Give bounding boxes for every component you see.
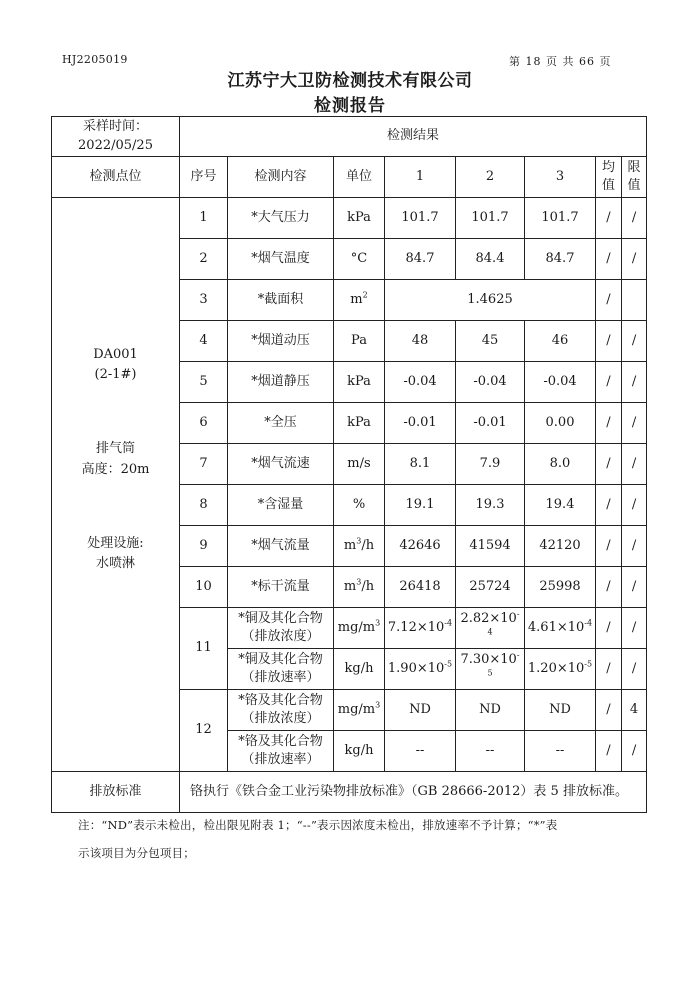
value-exp: -5 — [584, 659, 593, 669]
value-3-cell: 19.4 — [525, 485, 596, 526]
value-base: 4.61×10 — [527, 619, 585, 635]
col-unit-header: 单位 — [334, 157, 385, 198]
value-3-cell: 25998 — [525, 567, 596, 608]
value-2-cell: 45 — [456, 321, 525, 362]
unit-cell: kg/h — [334, 649, 385, 690]
unit-cell: Pa — [334, 321, 385, 362]
seq-cell: 3 — [180, 280, 228, 321]
value-exp: -4 — [584, 618, 593, 628]
col-3-header: 3 — [525, 157, 596, 198]
value-3-cell: -0.04 — [525, 362, 596, 403]
value-exp: -4 — [444, 618, 453, 628]
value-2-cell: 41594 — [456, 526, 525, 567]
unit-cell: % — [334, 485, 385, 526]
unit-cell: °C — [334, 239, 385, 280]
item-line-2: （排放浓度） — [241, 711, 320, 726]
item-line-2: （排放浓度） — [241, 629, 320, 644]
item-cell: *截面积 — [228, 280, 334, 321]
unit-cell: kg/h — [334, 731, 385, 772]
value-1-cell: 48 — [385, 321, 456, 362]
limit-cell: / — [622, 444, 647, 485]
value-1-cell: -0.04 — [385, 362, 456, 403]
value-1-cell: 101.7 — [385, 198, 456, 239]
report-title: 检测报告 — [314, 96, 386, 116]
standard-label: 排放标准 — [52, 772, 180, 813]
standard-text: 铬执行《铁合金工业污染物排放标准》（GB 28666-2012）表 5 排放标准。 — [180, 772, 647, 813]
item-cell — [228, 731, 334, 772]
value-3-cell: -- — [525, 731, 596, 772]
value-3-cell: ND — [525, 690, 596, 731]
facility-name: 水喷淋 — [95, 555, 135, 571]
value-base: 7.30×10 — [460, 651, 517, 667]
value-base: 1.90×10 — [387, 660, 445, 676]
limit-cell: / — [622, 362, 647, 403]
seq-cell: 7 — [180, 444, 228, 485]
value-1-cell — [385, 649, 456, 690]
unit-sup: 2 — [362, 290, 368, 300]
unit-cell — [334, 608, 385, 649]
value-1-cell: ND — [385, 690, 456, 731]
sample-time-label: 采样时间： — [82, 119, 148, 135]
item-cell — [228, 649, 334, 690]
item-cell — [228, 690, 334, 731]
avg-cell: / — [596, 526, 622, 567]
value-3-cell — [525, 608, 596, 649]
point-info-cell — [52, 198, 180, 772]
seq-cell: 6 — [180, 403, 228, 444]
value-3-cell: 101.7 — [525, 198, 596, 239]
value-base: 7.12×10 — [387, 619, 445, 635]
avg-cell: / — [596, 444, 622, 485]
stack-label: 排气筒 — [95, 441, 135, 457]
facility-label: 处理设施: — [87, 535, 144, 551]
value-2-cell: 25724 — [456, 567, 525, 608]
standard-row — [52, 772, 647, 813]
merged-value-cell: 1.4625 — [385, 280, 596, 321]
item-line-2: （排放速率） — [241, 752, 320, 767]
limit-cell: / — [622, 731, 647, 772]
unit-cell — [334, 567, 385, 608]
unit-sup: 3 — [356, 536, 362, 546]
limit-cell — [622, 280, 647, 321]
unit-cell — [334, 280, 385, 321]
footnote-line-1: 注：“ND”表示未检出，检出限见附表 1；“--”表示因浓度未检出，排放速率不予计算；“*”表 — [78, 818, 558, 832]
seq-cell: 8 — [180, 485, 228, 526]
limit-cell: / — [622, 526, 647, 567]
value-2-cell: 101.7 — [456, 198, 525, 239]
unit-cell: kPa — [334, 198, 385, 239]
unit-cell: m/s — [334, 444, 385, 485]
company-name: 江苏宁大卫防检测技术有限公司 — [227, 71, 473, 91]
value-3-cell — [525, 649, 596, 690]
sample-time-cell — [52, 117, 180, 157]
value-1-cell: 26418 — [385, 567, 456, 608]
value-2-cell: 7.9 — [456, 444, 525, 485]
limit-cell: / — [622, 403, 647, 444]
unit-base: mg/m — [337, 619, 376, 635]
item-line-1: *铜及其化合物 — [238, 651, 323, 667]
seq-cell: 4 — [180, 321, 228, 362]
avg-cell: / — [596, 731, 622, 772]
unit-base: m — [350, 291, 363, 307]
item-line-1: *铜及其化合物 — [238, 610, 323, 626]
limit-cell: 4 — [622, 690, 647, 731]
value-exp: -4 — [487, 609, 520, 637]
item-cell: *烟道静压 — [228, 362, 334, 403]
seq-cell: 10 — [180, 567, 228, 608]
unit-base: m — [343, 537, 357, 553]
value-base: 1.20×10 — [527, 660, 585, 676]
avg-cell: / — [596, 690, 622, 731]
point-code: DA001 — [93, 347, 138, 363]
value-base: 2.82×10 — [460, 610, 517, 626]
unit-base: m — [343, 578, 357, 594]
avg-cell: / — [596, 485, 622, 526]
col-seq-header: 序号 — [180, 157, 228, 198]
avg-cell: / — [596, 239, 622, 280]
value-1-cell: 84.7 — [385, 239, 456, 280]
unit-cell — [334, 526, 385, 567]
item-cell: *烟气流量 — [228, 526, 334, 567]
value-2-cell: 19.3 — [456, 485, 525, 526]
col-1-header: 1 — [385, 157, 456, 198]
limit-cell: / — [622, 239, 647, 280]
value-1-cell: 19.1 — [385, 485, 456, 526]
item-line-2: （排放速率） — [241, 670, 320, 685]
unit-cell: kPa — [334, 362, 385, 403]
value-2-cell: ND — [456, 690, 525, 731]
limit-cell: / — [622, 485, 647, 526]
value-exp: -5 — [444, 659, 453, 669]
col-point-header: 检测点位 — [52, 157, 180, 198]
avg-cell: / — [596, 198, 622, 239]
sample-date: 2022/05/25 — [78, 137, 153, 153]
item-cell: *大气压力 — [228, 198, 334, 239]
item-cell: *烟气温度 — [228, 239, 334, 280]
col-avg-header: 均值 — [596, 157, 622, 198]
seq-cell: 11 — [180, 608, 228, 690]
value-1-cell — [385, 608, 456, 649]
avg-cell: / — [596, 649, 622, 690]
footnote — [78, 811, 638, 867]
value-3-cell: 0.00 — [525, 403, 596, 444]
value-exp: -5 — [487, 650, 520, 678]
value-2-cell — [456, 649, 525, 690]
footnote-line-2: 示该项目为分包项目； — [78, 846, 195, 860]
avg-cell: / — [596, 608, 622, 649]
seq-cell: 9 — [180, 526, 228, 567]
value-1-cell: -- — [385, 731, 456, 772]
unit-cell: kPa — [334, 403, 385, 444]
item-line-1: *铬及其化合物 — [238, 692, 323, 708]
value-3-cell: 46 — [525, 321, 596, 362]
results-table — [51, 116, 647, 813]
avg-cell: / — [596, 362, 622, 403]
value-1-cell: -0.01 — [385, 403, 456, 444]
unit-cell — [334, 690, 385, 731]
avg-cell: / — [596, 280, 622, 321]
seq-cell: 1 — [180, 198, 228, 239]
point-sub: (2-1#) — [94, 367, 137, 383]
page-number: 第 18 页 共 66 页 — [509, 55, 612, 68]
unit-base: mg/m — [337, 701, 376, 717]
avg-cell: / — [596, 567, 622, 608]
item-cell — [228, 608, 334, 649]
unit-sup: 3 — [375, 618, 381, 628]
document-id: HJ2205019 — [62, 53, 128, 66]
value-3-cell: 42120 — [525, 526, 596, 567]
value-2-cell — [456, 608, 525, 649]
item-cell: *标干流量 — [228, 567, 334, 608]
value-1-cell: 42646 — [385, 526, 456, 567]
unit-sup: 3 — [356, 577, 362, 587]
item-cell: *烟气流速 — [228, 444, 334, 485]
item-cell: *全压 — [228, 403, 334, 444]
results-header: 检测结果 — [180, 117, 647, 157]
stack-height: 高度：20m — [81, 461, 150, 477]
limit-cell: / — [622, 649, 647, 690]
value-1-cell: 8.1 — [385, 444, 456, 485]
item-cell: *烟道动压 — [228, 321, 334, 362]
value-3-cell: 8.0 — [525, 444, 596, 485]
item-line-1: *铬及其化合物 — [238, 733, 323, 749]
value-2-cell: -- — [456, 731, 525, 772]
table-row — [52, 198, 647, 239]
value-2-cell: -0.04 — [456, 362, 525, 403]
seq-cell: 12 — [180, 690, 228, 772]
unit-sup: 3 — [375, 700, 381, 710]
unit-tail: /h — [361, 578, 375, 594]
unit-tail: /h — [361, 537, 375, 553]
limit-cell: / — [622, 608, 647, 649]
value-3-cell: 84.7 — [525, 239, 596, 280]
col-2-header: 2 — [456, 157, 525, 198]
seq-cell: 5 — [180, 362, 228, 403]
avg-cell: / — [596, 321, 622, 362]
col-item-header: 检测内容 — [228, 157, 334, 198]
value-2-cell: 84.4 — [456, 239, 525, 280]
col-limit-header: 限值 — [622, 157, 647, 198]
limit-cell: / — [622, 567, 647, 608]
value-2-cell: -0.01 — [456, 403, 525, 444]
avg-cell: / — [596, 403, 622, 444]
limit-cell: / — [622, 198, 647, 239]
limit-cell: / — [622, 321, 647, 362]
seq-cell: 2 — [180, 239, 228, 280]
item-cell: *含湿量 — [228, 485, 334, 526]
